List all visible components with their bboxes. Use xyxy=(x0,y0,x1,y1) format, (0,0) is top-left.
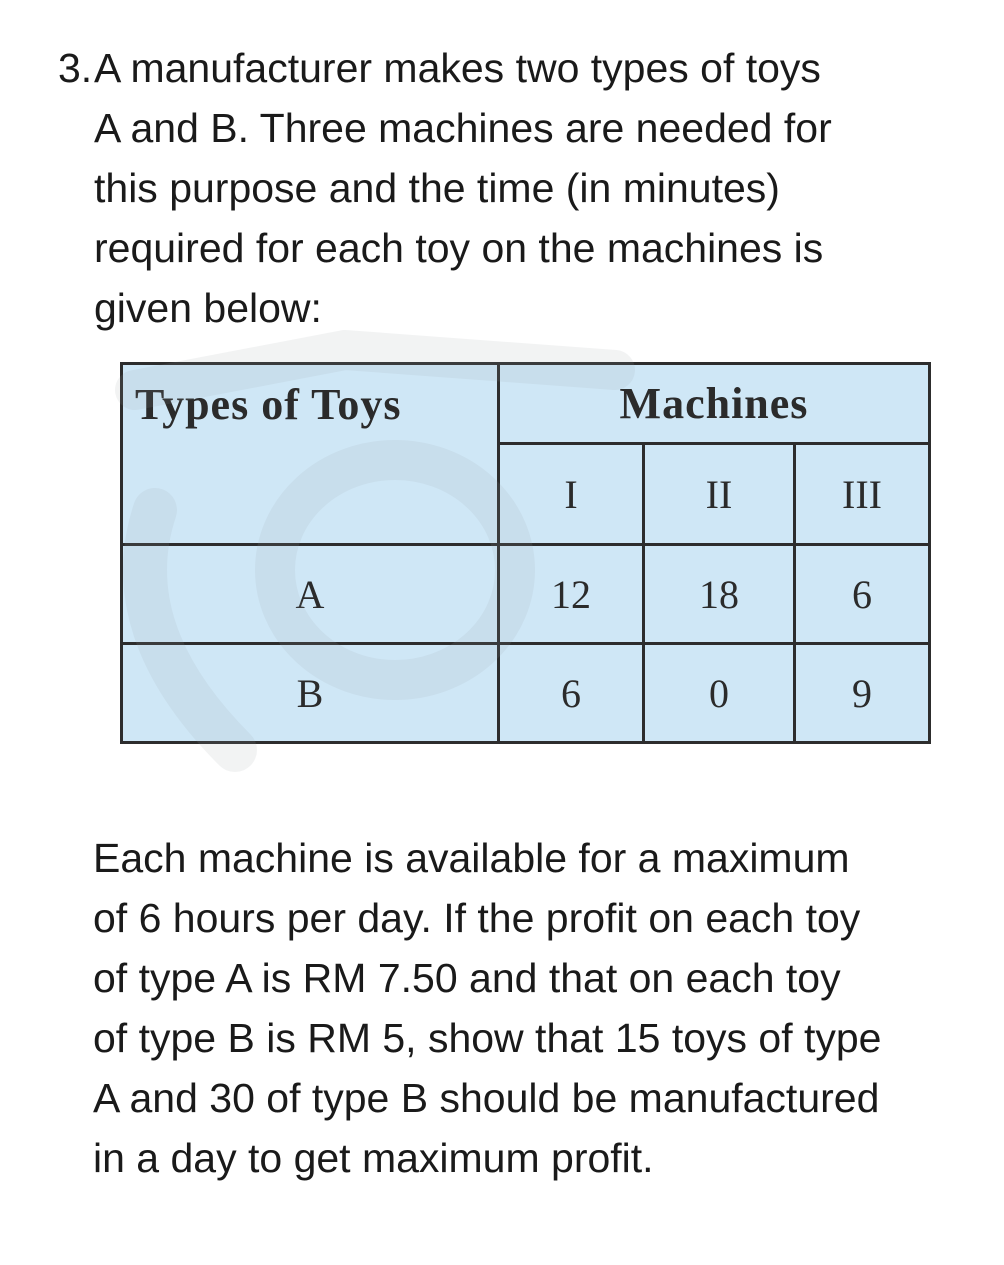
time-cell: 0 xyxy=(644,644,795,743)
question-line: this purpose and the time (in minutes) xyxy=(94,165,780,211)
machines-header: Machines xyxy=(499,364,930,444)
machine-time-table xyxy=(120,362,931,744)
types-of-toys-header: Types of Toys xyxy=(122,364,499,545)
time-cell: 6 xyxy=(795,545,930,644)
machine-column-header: I xyxy=(499,444,644,545)
toy-type-cell: A xyxy=(122,545,499,644)
paragraph-line: in a day to get maximum profit. xyxy=(93,1135,654,1181)
question-number: 3. xyxy=(58,45,93,91)
paragraph-line: of type B is RM 5, show that 15 toys of type xyxy=(93,1015,882,1061)
paragraph-line: of type A is RM 7.50 and that on each toy xyxy=(93,955,841,1001)
machine-column-header: II xyxy=(644,444,795,545)
time-cell: 18 xyxy=(644,545,795,644)
paragraph-line: of 6 hours per day. If the profit on each toy xyxy=(93,895,861,941)
toy-type-cell: B xyxy=(122,644,499,743)
question-line: A manufacturer makes two types of toys xyxy=(94,45,821,91)
table-row xyxy=(122,644,930,743)
time-cell: 9 xyxy=(795,644,930,743)
paragraph-line: A and 30 of type B should be manufactured xyxy=(93,1075,880,1121)
table-row xyxy=(122,545,930,644)
question-line: given below: xyxy=(94,285,322,331)
question-text xyxy=(58,38,958,338)
question-line: required for each toy on the machines is xyxy=(94,225,824,271)
machine-time-table-container xyxy=(120,362,931,744)
time-cell: 6 xyxy=(499,644,644,743)
machine-column-header: III xyxy=(795,444,930,545)
paragraph-line: Each machine is available for a maximum xyxy=(93,835,850,881)
problem-paragraph xyxy=(93,828,973,1188)
time-cell: 12 xyxy=(499,545,644,644)
question-line: A and B. Three machines are needed for xyxy=(94,105,832,151)
